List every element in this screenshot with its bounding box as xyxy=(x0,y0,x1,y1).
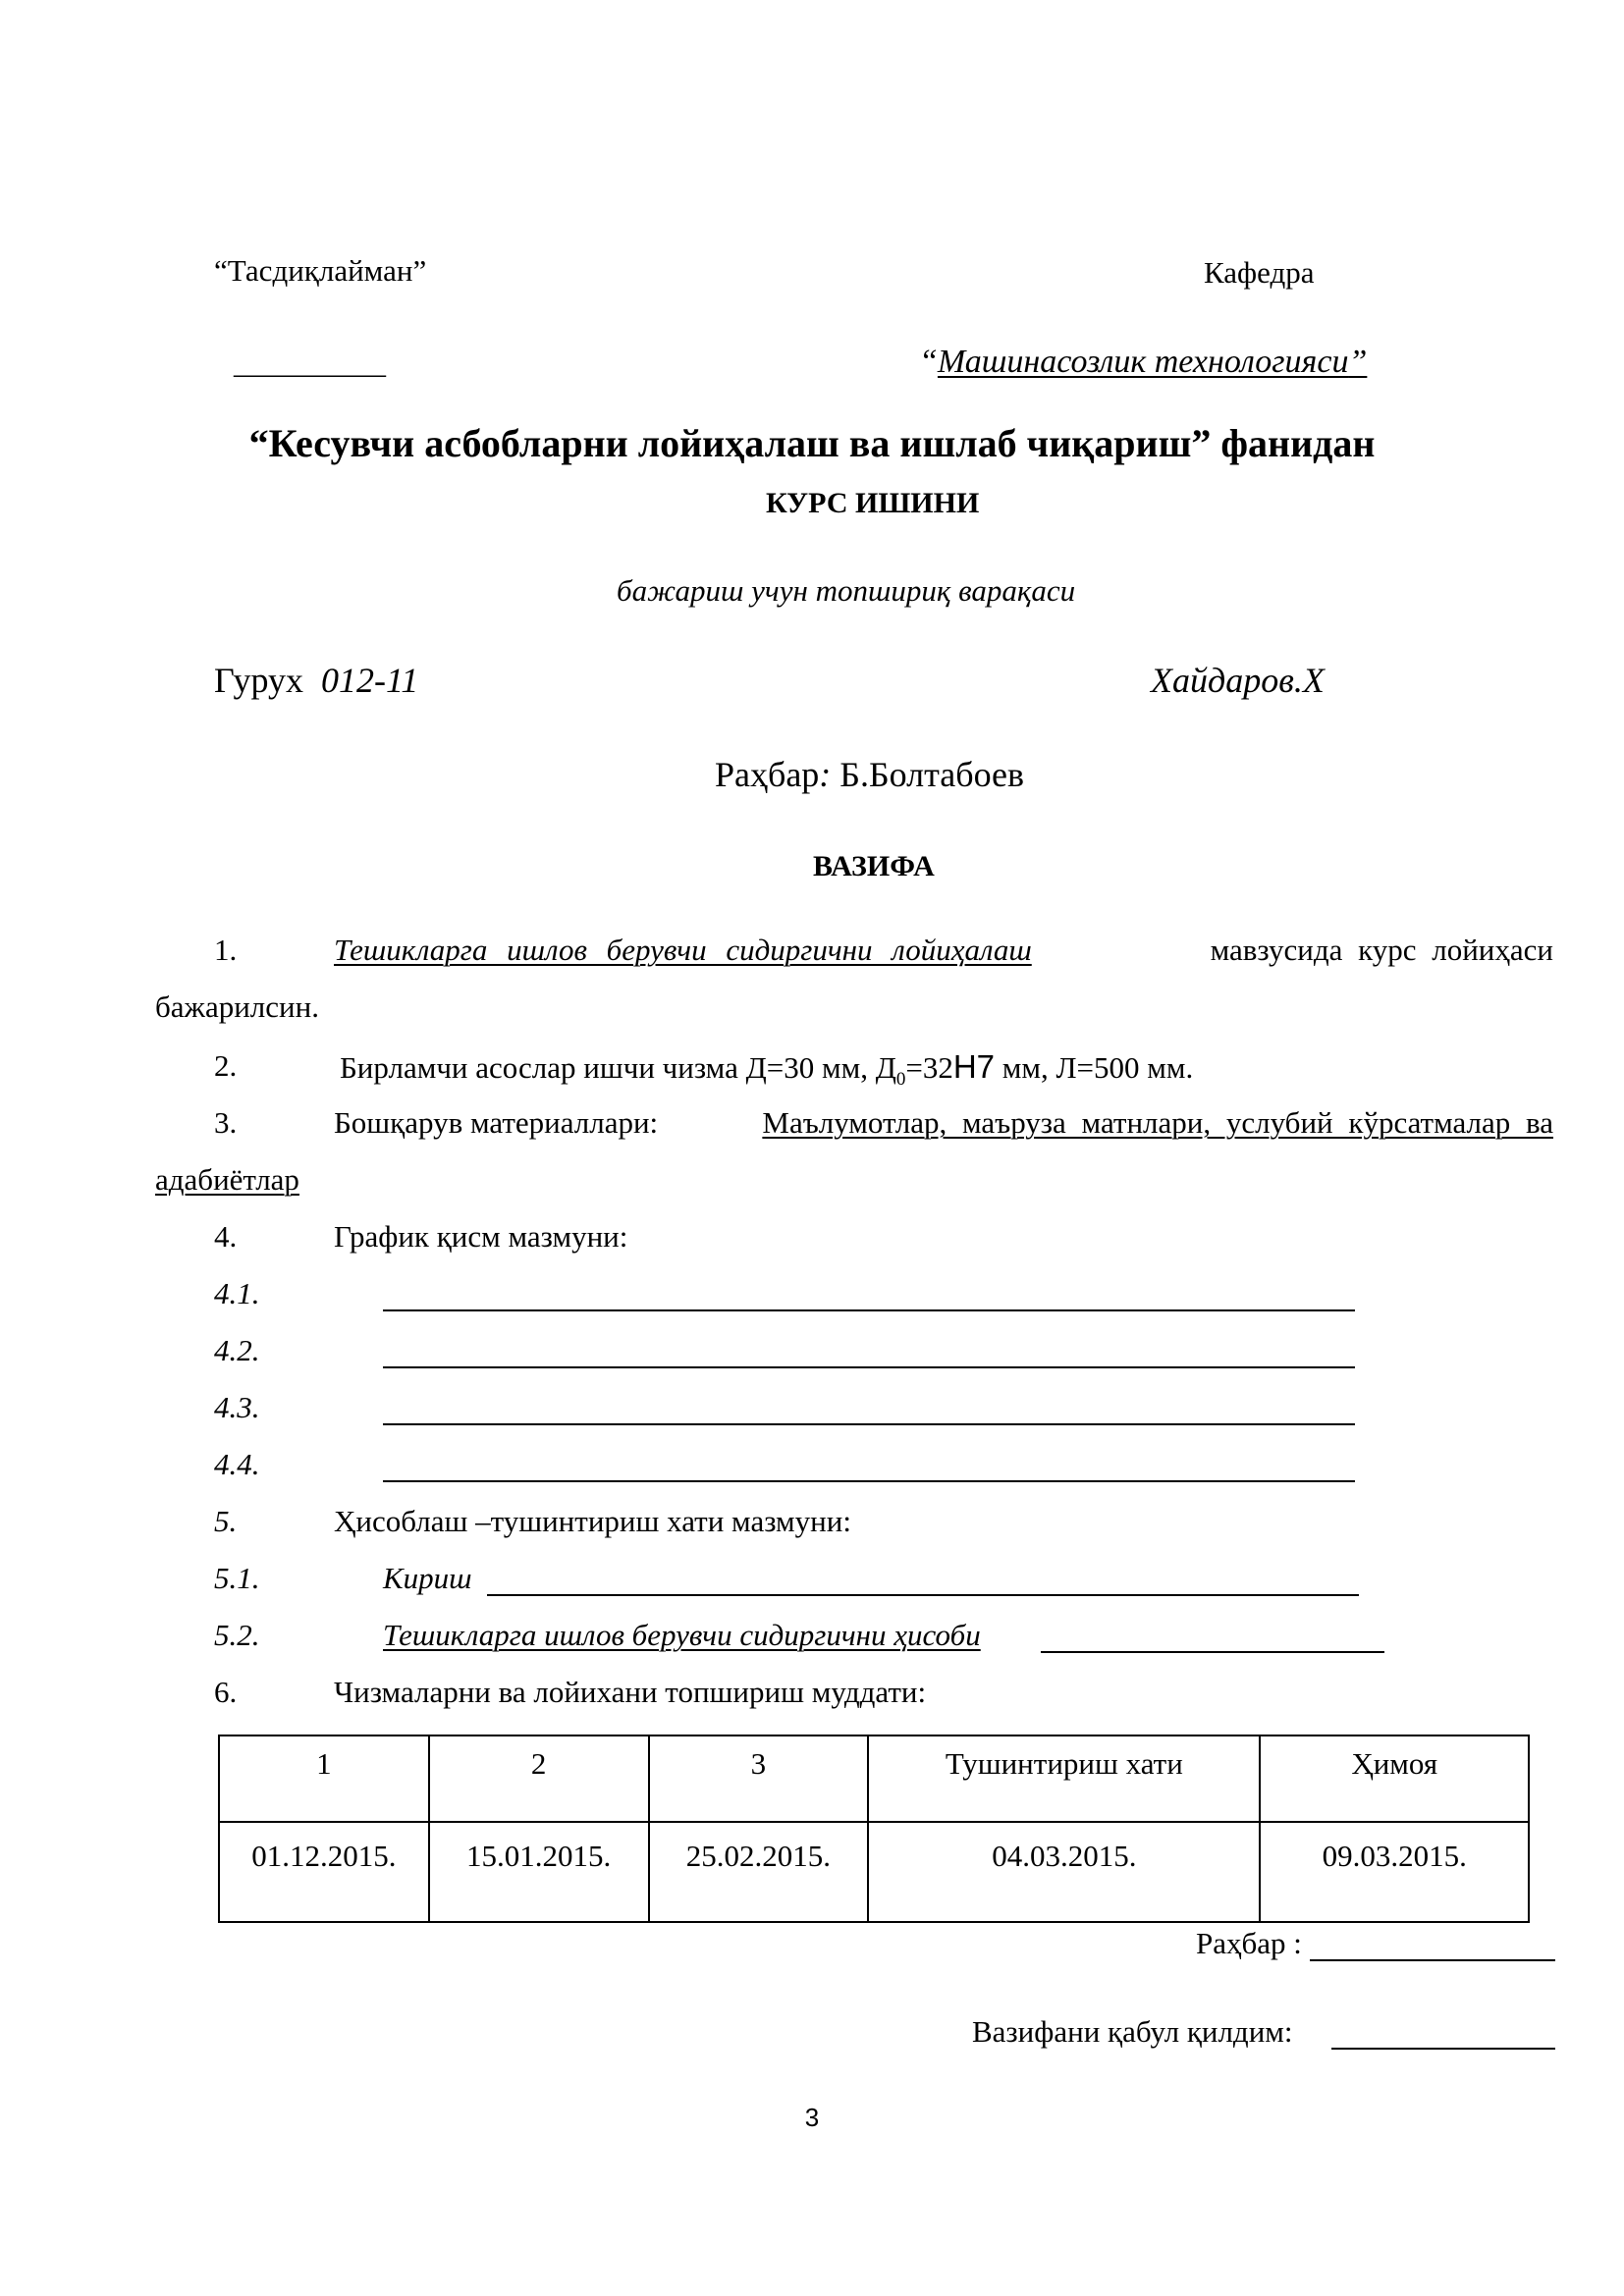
item5-text: Ҳисоблаш –тушинтириш хати мазмуни: xyxy=(334,1504,851,1538)
schedule-date-cell: 09.03.2015. xyxy=(1260,1822,1529,1922)
supervisor-name: Б.Болтабоев xyxy=(839,755,1025,794)
approve-label: “Тасдиқлайман” xyxy=(214,253,427,288)
item3-label: Бошқарув материаллари: xyxy=(334,1105,659,1140)
student-name: Хайдаров.Х xyxy=(1151,661,1325,700)
schedule-date-cell: 25.02.2015. xyxy=(649,1822,869,1922)
schedule-header-cell: Тушинтириш хати xyxy=(868,1735,1260,1822)
quote-close: ” xyxy=(1348,344,1368,380)
item41-blank xyxy=(383,1309,1355,1311)
schedule-header-cell: 1 xyxy=(219,1735,429,1822)
item51-blank xyxy=(487,1594,1359,1596)
schedule-header-cell: Ҳимоя xyxy=(1260,1735,1529,1822)
schedule-date-cell: 15.01.2015. xyxy=(429,1822,649,1922)
item52-text: Тешикларга ишлов берувчи сидиргични ҳисоби xyxy=(383,1618,981,1652)
supervisor-label: Раҳбар xyxy=(715,755,820,794)
item1-continuation: бажарилсин. xyxy=(155,989,319,1024)
item2-text xyxy=(340,1048,1193,1091)
item1-line xyxy=(334,933,1553,968)
item1-rest: мавзусида курс лойиҳаси xyxy=(1210,933,1553,967)
task-heading: ВАЗИФА xyxy=(813,850,935,882)
item43-blank xyxy=(383,1423,1355,1425)
item42-number: 4.2. xyxy=(214,1333,260,1367)
item5-number: 5. xyxy=(214,1504,238,1538)
course-title: “Кесувчи асбобларни лойиҳалаш ва ишлаб чиқариш” фанидан xyxy=(248,421,1376,465)
item1-topic: Тешикларга ишлов берувчи сидиргични лойиҳалаш xyxy=(334,933,1032,967)
item2-number: 2. xyxy=(214,1048,238,1083)
course-work-label: КУРС ИШИНИ xyxy=(766,487,980,519)
department-name xyxy=(919,344,1367,381)
item43-number: 4.3. xyxy=(214,1390,260,1424)
item44-blank xyxy=(383,1480,1355,1482)
schedule-date-cell: 04.03.2015. xyxy=(868,1822,1260,1922)
item44-number: 4.4. xyxy=(214,1447,260,1481)
item52-number: 5.2. xyxy=(214,1618,260,1652)
group-value: 012-11 xyxy=(320,661,419,700)
item2-subscript: 0 xyxy=(895,1069,906,1091)
page-number: 3 xyxy=(804,2103,820,2132)
item42-blank xyxy=(383,1366,1355,1368)
item3-line xyxy=(334,1105,1553,1141)
item6-number: 6. xyxy=(214,1675,238,1709)
schedule-date-cell: 01.12.2015. xyxy=(219,1822,429,1922)
approve-signature-blank: __________ xyxy=(234,346,386,380)
department-name-text: Машинасозлик технологияси xyxy=(937,344,1349,380)
item3-number: 3. xyxy=(214,1105,238,1140)
group-label: Гурух xyxy=(214,661,303,700)
item51-text: Кириш xyxy=(383,1561,472,1595)
item41-number: 4.1. xyxy=(214,1276,260,1310)
accepted-signature-blank xyxy=(1331,2048,1555,2050)
item2-text-c: мм, Л=500 мм. xyxy=(995,1050,1194,1085)
schedule-table xyxy=(218,1735,1530,1923)
item51-number: 5.1. xyxy=(214,1561,260,1595)
supervisor-signature-label: Раҳбар : xyxy=(1196,1926,1302,1960)
item4-number: 4. xyxy=(214,1219,238,1254)
item2-text-a: Бирламчи асослар ишчи чизма Д=30 мм, Д xyxy=(340,1050,896,1085)
supervisor-colon: : xyxy=(819,755,832,794)
item4-text: График қисм мазмуни: xyxy=(334,1219,628,1254)
supervisor-signature-blank xyxy=(1310,1959,1555,1961)
item3-continuation: адабиётлар xyxy=(155,1162,299,1197)
item52-blank xyxy=(1041,1651,1384,1653)
quote-open: “ xyxy=(919,344,938,380)
item2-text-b: =32 xyxy=(905,1050,953,1085)
supervisor-line xyxy=(715,754,1024,795)
schedule-header-cell: 2 xyxy=(429,1735,649,1822)
item2-fit: Н7 xyxy=(952,1048,996,1085)
item3-value: Маълумотлар, маъруза матнлари, услубий кўрсатмалар ва xyxy=(762,1105,1553,1140)
assignment-caption: бажариш учун топшириқ варақаси xyxy=(617,573,1076,608)
schedule-header-cell: 3 xyxy=(649,1735,869,1822)
item1-number: 1. xyxy=(214,933,238,967)
department-label: Кафедра xyxy=(1204,255,1315,290)
schedule-header-row xyxy=(219,1735,1529,1822)
group-line xyxy=(214,660,418,701)
accepted-label: Вазифани қабул қилдим: xyxy=(972,2014,1293,2049)
item6-text: Чизмаларни ва лойихани топшириш муддати: xyxy=(334,1675,927,1709)
schedule-date-row xyxy=(219,1822,1529,1922)
